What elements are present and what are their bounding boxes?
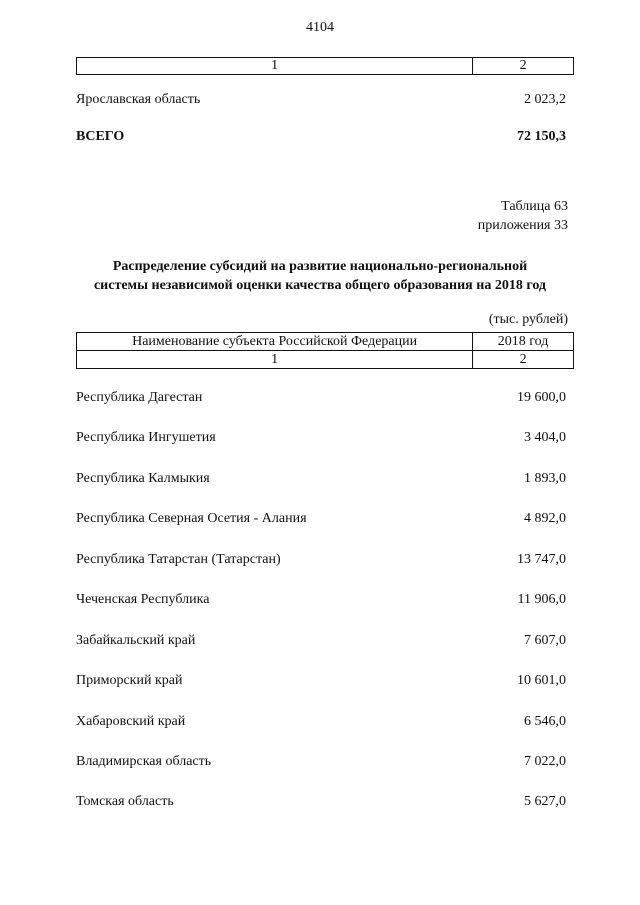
- table-row: [76, 713, 566, 731]
- subsidy-value: 11 906,0: [517, 592, 566, 607]
- top-table-column-numbers: [76, 57, 574, 75]
- region-name: Республика Дагестан: [76, 390, 203, 405]
- table-reference: [478, 197, 568, 235]
- region-name: Забайкальский край: [76, 633, 196, 648]
- total-label: ВСЕГО: [76, 129, 125, 144]
- page-number: 4104: [306, 20, 334, 35]
- region-name: Республика Северная Осетия - Алания: [76, 511, 307, 526]
- main-table-col1-number: 1: [77, 351, 473, 369]
- region-name: Томская область: [76, 794, 174, 809]
- table-row: [76, 91, 566, 109]
- table-title-line2: системы независимой оценки качества общего образования на 2018 год: [93, 278, 547, 293]
- table-row: [76, 551, 566, 569]
- top-table-col2-number: 2: [473, 58, 574, 75]
- table-row: [76, 591, 566, 609]
- region-name: Республика Калмыкия: [76, 471, 210, 486]
- top-table-col1-number: 1: [77, 58, 473, 75]
- subsidy-value: 6 546,0: [524, 714, 566, 729]
- table-row: [76, 632, 566, 650]
- table-row: [76, 753, 566, 771]
- table-row: [76, 672, 566, 690]
- table-row: [76, 510, 566, 528]
- header-region-name: Наименование субъекта Российской Федерации: [77, 333, 473, 351]
- subsidy-value: 7 607,0: [524, 633, 566, 648]
- region-name: Ярославская область: [76, 92, 201, 107]
- units-label: (тыс. рублей): [488, 312, 568, 327]
- subsidy-value: 3 404,0: [524, 430, 566, 445]
- region-name: Приморский край: [76, 673, 183, 688]
- subsidy-value: 1 893,0: [524, 471, 566, 486]
- region-name: Владимирская область: [76, 754, 212, 769]
- subsidy-value: 10 601,0: [517, 673, 566, 688]
- table-row: [76, 429, 566, 447]
- subsidy-value: 4 892,0: [524, 511, 566, 526]
- appendix-number: приложения 33: [477, 218, 568, 233]
- region-name: Чеченская Республика: [76, 592, 210, 607]
- subsidy-value: 2 023,2: [524, 92, 566, 107]
- main-table-col2-number: 2: [473, 351, 574, 369]
- table-row: [76, 389, 566, 407]
- table-title: [0, 257, 640, 295]
- table-title-line1: Распределение субсидий на развитие национально-региональной: [112, 259, 528, 274]
- region-name: Республика Ингушетия: [76, 430, 216, 445]
- region-name: Республика Татарстан (Татарстан): [76, 552, 281, 567]
- table-number: Таблица 63: [501, 199, 568, 214]
- table-row: [76, 793, 566, 811]
- total-row: [76, 128, 566, 146]
- total-value: 72 150,3: [517, 129, 566, 144]
- main-table-header: [76, 332, 574, 369]
- subsidy-value: 13 747,0: [517, 552, 566, 567]
- region-name: Хабаровский край: [76, 714, 186, 729]
- subsidy-value: 7 022,0: [524, 754, 566, 769]
- table-row: [76, 470, 566, 488]
- subsidy-value: 5 627,0: [524, 794, 566, 809]
- subsidy-value: 19 600,0: [517, 390, 566, 405]
- header-year: 2018 год: [473, 333, 574, 351]
